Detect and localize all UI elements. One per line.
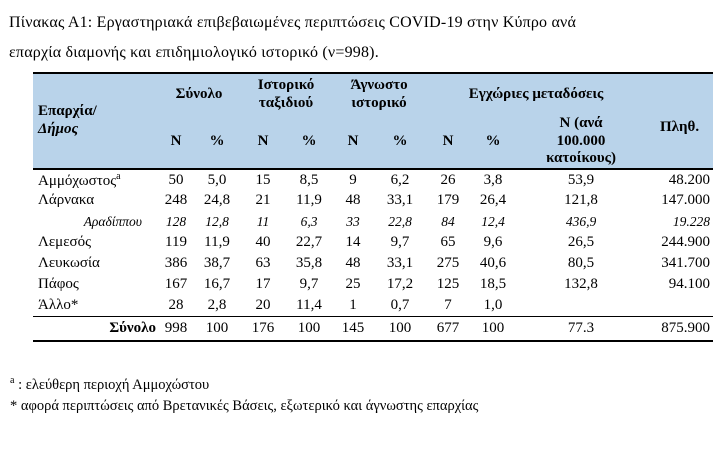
cell: 998 xyxy=(158,316,194,341)
cell: 244.900 xyxy=(661,234,711,251)
subheader-pct: % xyxy=(194,115,240,169)
cell: 35,8 xyxy=(295,255,323,272)
cell: 53,9 xyxy=(567,171,595,188)
cell: 94.100 xyxy=(668,276,711,293)
caption-line-1: Πίνακας Α1: Εργαστηριακά επιβεβαιωμένες περιπτώσεις COVID-19 στην Κύπρο ανά xyxy=(9,14,577,31)
header-unknown-history: Άγνωστο ιστορικό xyxy=(332,73,426,115)
table-row xyxy=(33,295,713,316)
cell: 9,7 xyxy=(390,234,410,251)
cell: 128 xyxy=(165,213,187,229)
footnote-a xyxy=(10,370,712,396)
header-total: Σύνολο xyxy=(158,73,240,115)
table-row xyxy=(33,253,713,274)
cell: 125 xyxy=(436,276,460,293)
cell: 875.900 xyxy=(646,316,713,341)
cell: 38,7 xyxy=(203,255,231,272)
table-row xyxy=(33,274,713,295)
cell xyxy=(516,295,646,316)
cell: 80,5 xyxy=(567,255,595,272)
footnote-asterisk-text: αφορά περιπτώσεις από Βρετανικές Βάσεις, εξωτερικό και άγνωστης επαρχίας xyxy=(17,397,479,414)
cell: 7 xyxy=(444,296,452,313)
cell: 6,2 xyxy=(390,171,410,188)
cell: 11,9 xyxy=(204,234,230,251)
footnote-asterisk-marker: * xyxy=(10,397,18,414)
cell: 3,8 xyxy=(483,171,503,188)
cell: 48.200 xyxy=(668,171,711,188)
cell: 179 xyxy=(436,192,460,209)
cell: 15 xyxy=(255,171,271,188)
cell: 11,4 xyxy=(296,296,322,313)
cell: 24,8 xyxy=(203,192,231,209)
cell: 9,6 xyxy=(483,234,503,251)
row-label xyxy=(33,211,158,232)
cell: 84 xyxy=(441,213,455,229)
cell: 20 xyxy=(255,296,271,313)
table-row xyxy=(33,211,713,232)
cell: 33,1 xyxy=(386,192,414,209)
cell: 1,0 xyxy=(483,296,503,313)
cell: 28 xyxy=(168,296,184,313)
cell: 145 xyxy=(332,316,374,341)
cell: 16,7 xyxy=(203,276,231,293)
header-population: Πληθ. xyxy=(646,73,713,169)
row-label-text: Σύνολο xyxy=(109,319,156,336)
row-label-text: Αμμόχωστος xyxy=(38,172,117,189)
cell: 100 xyxy=(286,316,332,341)
cell: 17 xyxy=(255,276,271,293)
cell: 22,8 xyxy=(388,213,412,229)
header-district-line1: Επαρχία/ xyxy=(38,103,97,120)
cell: 26,4 xyxy=(479,192,507,209)
cell: 132,8 xyxy=(564,276,598,293)
cell: 386 xyxy=(164,255,188,272)
cell: 248 xyxy=(164,192,188,209)
subheader-n: N xyxy=(426,115,470,169)
table-caption xyxy=(9,8,712,68)
subheader-n: N xyxy=(158,115,194,169)
covid-cases-table xyxy=(33,72,713,342)
cell: 8,5 xyxy=(299,171,319,188)
header-district-line2: Δήμος xyxy=(38,121,79,138)
footnote-a-marker: a xyxy=(10,375,15,387)
header-travel-history: Ιστορικό ταξιδιού xyxy=(240,73,332,115)
cell: 19.228 xyxy=(672,213,711,229)
cell: 5,0 xyxy=(207,171,227,188)
cell: 436,9 xyxy=(565,213,597,229)
cell: 33,1 xyxy=(386,255,414,272)
cell: 26,5 xyxy=(567,234,595,251)
cell: 677 xyxy=(426,316,470,341)
header-district xyxy=(33,73,158,169)
cell: 48 xyxy=(345,192,361,209)
cell: 18,5 xyxy=(479,276,507,293)
cell: 63 xyxy=(255,255,271,272)
row-label xyxy=(33,316,158,341)
cell xyxy=(646,295,713,316)
cell: 100 xyxy=(470,316,516,341)
cell: 341.700 xyxy=(661,255,711,272)
row-label xyxy=(33,274,158,295)
footnotes xyxy=(10,370,712,417)
cell: 100 xyxy=(374,316,426,341)
cell: 176 xyxy=(240,316,286,341)
cell: 11,9 xyxy=(296,192,322,209)
cell: 1 xyxy=(349,296,357,313)
row-label-text: Λάρνακα xyxy=(38,192,95,209)
cell: 0,7 xyxy=(390,296,410,313)
row-label-text: Λεμεσός xyxy=(38,234,92,251)
table-header xyxy=(33,73,713,169)
cell: 119 xyxy=(165,234,187,251)
subheader-pct: % xyxy=(470,115,516,169)
cell: 12,4 xyxy=(481,213,505,229)
row-label-text: Άλλο* xyxy=(38,296,79,313)
cell: 9,7 xyxy=(299,276,319,293)
row-label xyxy=(33,190,158,211)
cell: 26 xyxy=(440,171,456,188)
header-local-transmissions: Εγχώριες μεταδόσεις xyxy=(426,73,646,115)
table-row xyxy=(33,169,713,190)
subheader-n: N xyxy=(240,115,286,169)
subheader-pct: % xyxy=(374,115,426,169)
row-label-sup: a xyxy=(116,170,121,182)
cell: 50 xyxy=(168,171,184,188)
cell: 275 xyxy=(436,255,460,272)
cell: 11 xyxy=(256,213,270,229)
header-group-row xyxy=(33,73,713,115)
cell: 121,8 xyxy=(564,192,598,209)
cell: 167 xyxy=(164,276,188,293)
row-label xyxy=(33,232,158,253)
row-label xyxy=(33,253,158,274)
cell: 147.000 xyxy=(661,192,711,209)
cell: 17,2 xyxy=(386,276,414,293)
cell: 21 xyxy=(255,192,271,209)
row-label-text: Πάφος xyxy=(38,276,79,293)
cell: 65 xyxy=(440,234,456,251)
table-row xyxy=(33,232,713,253)
footnote-a-text: : ελεύθερη περιοχή Αμμοχώστου xyxy=(14,376,210,393)
caption-line-2: επαρχία διαμονής και επιδημιολογικό ιστορικό (ν=998). xyxy=(9,44,379,61)
subheader-n-per-100k-label: N (ανά 100.000 κατοίκους) xyxy=(546,115,616,167)
cell: 25 xyxy=(345,276,361,293)
cell: 2,8 xyxy=(207,296,227,313)
row-label-text: Λευκωσία xyxy=(38,255,100,272)
total-row xyxy=(33,316,713,341)
footnote-asterisk xyxy=(10,396,712,417)
cell: 40,6 xyxy=(479,255,507,272)
cell: 12,8 xyxy=(205,213,229,229)
row-label-text: Αραδίππου xyxy=(83,213,142,229)
cell: 22,7 xyxy=(295,234,323,251)
cell: 40 xyxy=(255,234,271,251)
subheader-pct: % xyxy=(286,115,332,169)
table-body xyxy=(33,169,713,341)
row-label xyxy=(33,295,158,316)
subheader-n: N xyxy=(332,115,374,169)
cell: 48 xyxy=(345,255,361,272)
cell: 77.3 xyxy=(516,316,646,341)
row-label xyxy=(33,169,158,190)
cell: 14 xyxy=(345,234,361,251)
subheader-n-per-100k xyxy=(516,115,646,169)
table-row xyxy=(33,190,713,211)
cell: 9 xyxy=(349,171,357,188)
cell: 33 xyxy=(346,213,360,229)
cell: 6,3 xyxy=(300,213,318,229)
cell: 100 xyxy=(194,316,240,341)
